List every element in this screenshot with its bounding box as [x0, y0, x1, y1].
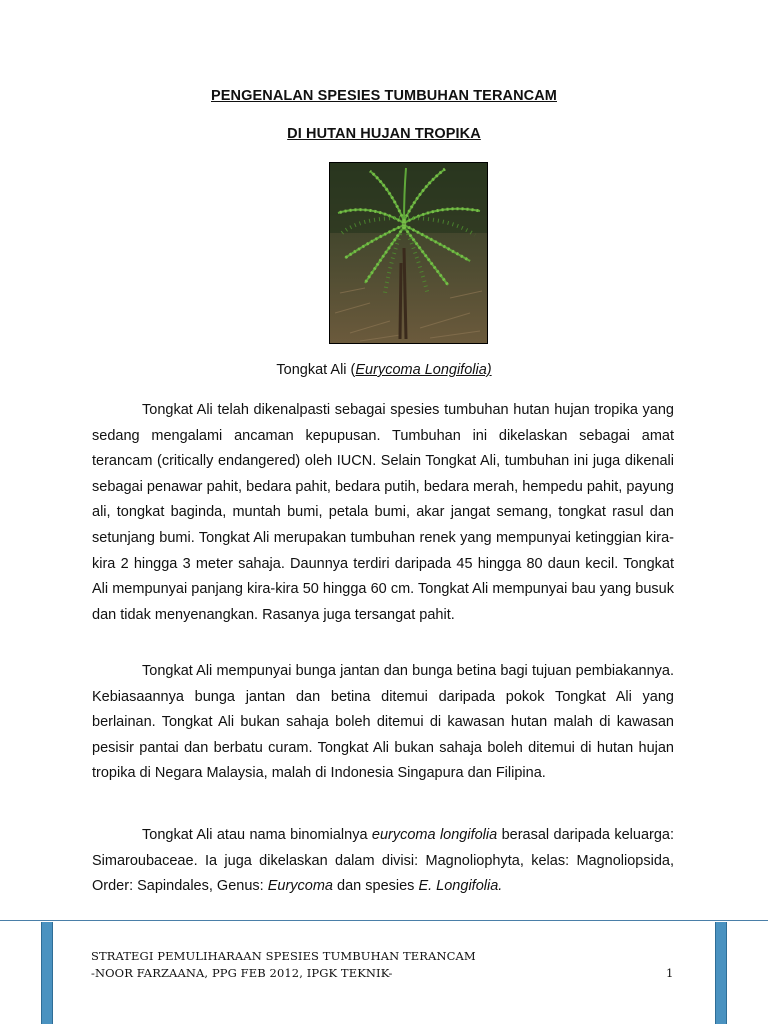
binomial-name: eurycoma longifolia: [371, 827, 498, 843]
paragraph2-text: Tongkat Ali mempunyai bunga jantan dan bunga betina bagi tujuan pembiakannya. Kebiasaannya bunga jantan dan betina ditemui daripada pokok Tongkat Ali yang berlainan. Tongkat Ali bukan sahaja boleh ditemui di kawasan hutan malah di kawasan pesisir pantai dan berbatu curam. Tongkat Ali bukan sahaja boleh ditemui di hutan hujan tropika di Negara Malaysia, malah di Indonesia Singapura dan Filipina.: [92, 663, 674, 782]
plant-photo-illustration: [330, 163, 487, 343]
paragraph3-part3: dan spesies: [333, 878, 419, 895]
paragraph3-part2: berasal daripada keluarga: Simaroubaceae. Ia juga dikelaskan dalam divisi: Magnoliophyta, kelas: Magnoliopsida, Order: Sapindales, Genus:: [92, 827, 674, 895]
genus-name: Eurycoma: [267, 878, 333, 895]
paragraph-classification: [92, 823, 674, 900]
footer-text: [91, 948, 476, 982]
footer-line1: STRATEGI PEMULIHARAAN SPESIES TUMBUHAN TERANCAM: [91, 949, 476, 963]
paragraph3-part1: Tongkat Ali atau nama binomialnya: [142, 827, 372, 843]
paragraph-introduction: [92, 398, 674, 628]
footer-line2: -NOOR FARZAANA, PPG FEB 2012, IPGK TEKNIK-: [91, 966, 393, 980]
footer-divider: [0, 920, 768, 921]
caption-scientific-name: Eurycoma Longifolia): [355, 362, 492, 378]
tongkat-ali-plant-photo: [329, 162, 488, 344]
species-name: E. Longifolia.: [418, 878, 503, 895]
document-title-line1: PENGENALAN SPESIES TUMBUHAN TERANCAM: [211, 88, 557, 104]
paragraph1-text: Tongkat Ali telah dikenalpasti sebagai spesies tumbuhan hutan hujan tropika yang sedang mengalami ancaman kepupusan. Tumbuhan ini dikelaskan sebagai amat terancam (critically endangered) oleh IUCN. Selain Tongkat Ali, tumbuhan ini juga dikenali sebagai penawar pahit, bedara pahit, bedara putih, bedara merah, hempedu pahit, payung ali, tongkat baginda, muntah bumi, petala bumi, akar jangat semang, tongkat rasul dan setunjang bumi. Tongkat Ali merupakan tumbuhan renek yang mempunyai ketinggian kira-kira 2 hingga 3 meter sahaja. Daunnya terdiri daripada 45 hingga 80 daun kecil. Tongkat Ali mempunyai panjang kira-kira 50 hingga 60 cm. Tongkat Ali mempunyai bau yang busuk dan tidak menyenangkan. Rasanya juga tersangat pahit.: [92, 402, 674, 623]
document-title-line2: DI HUTAN HUJAN TROPIKA: [287, 126, 481, 142]
footer-left-accent-bar: [41, 922, 53, 1024]
footer-right-accent-bar: [715, 922, 727, 1024]
caption-common-name: Tongkat Ali (: [276, 362, 356, 378]
photo-caption: [0, 362, 768, 378]
paragraph-reproduction: [92, 659, 674, 787]
page-number: 1: [666, 966, 674, 980]
